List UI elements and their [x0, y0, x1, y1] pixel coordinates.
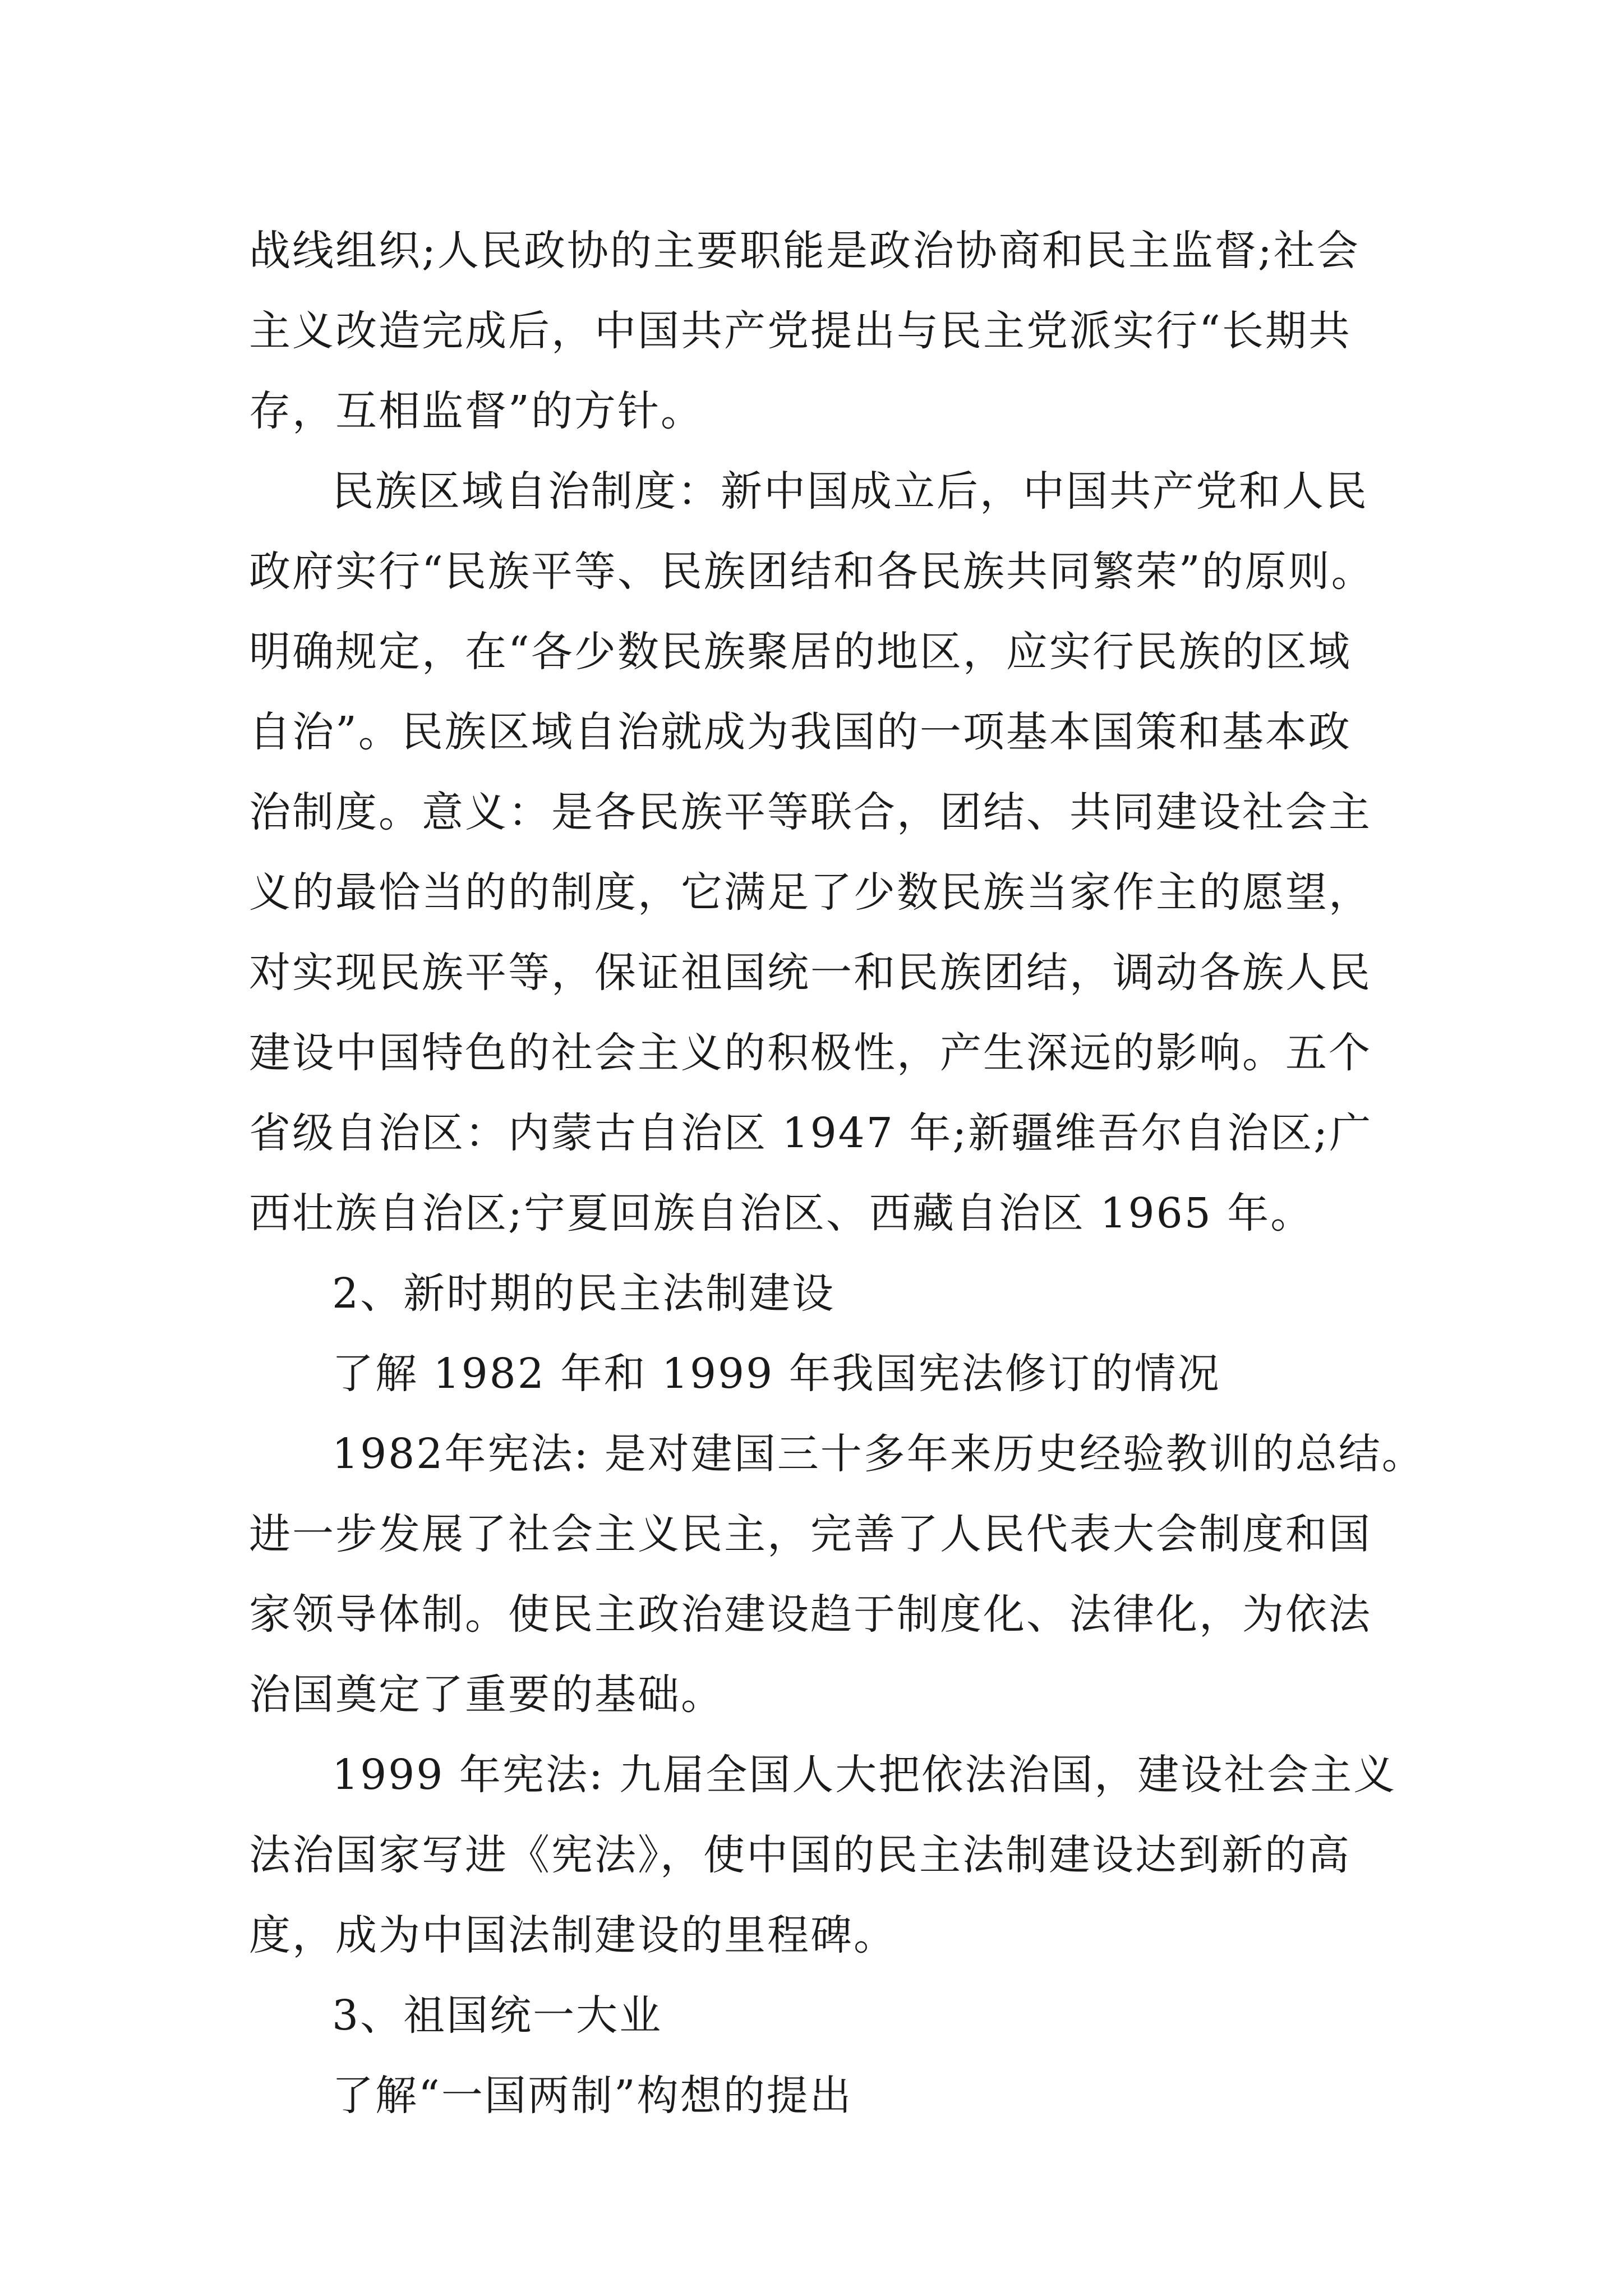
paragraph-one-country-two-systems: [249, 2056, 1399, 2136]
text-line: 建设中国特色的社会主义的积极性，产生深远的影响。五个: [249, 1029, 1372, 1077]
text-line: 1982年宪法: 是对建国三十多年来历史经验教训的总结。: [332, 1430, 1425, 1478]
text-line: 民族区域自治制度：新中国成立后，中国共产党和人民: [332, 467, 1368, 516]
paragraph-united-front: [249, 211, 1399, 452]
text-line: 存，互相监督”的方针。: [249, 387, 704, 435]
text-line: 2、新时期的民主法制建设: [332, 1269, 836, 1318]
text-line: 自治”。民族区域自治就成为我国的一项基本国策和基本政: [249, 708, 1352, 756]
paragraph-constitution-intro: [249, 1334, 1399, 1414]
text-line: 义的最恰当的的制度，它满足了少数民族当家作主的愿望，: [249, 868, 1372, 917]
paragraph-constitution-1999: [249, 1735, 1399, 1976]
text-line: 对实现民族平等，保证祖国统一和民族团结，调动各族人民: [249, 949, 1372, 997]
text-line: 度，成为中国法制建设的里程碑。: [249, 1911, 897, 1959]
text-line: 政府实行“民族平等、民族团结和各民族共同繁荣”的原则。: [249, 547, 1375, 596]
text-line: 省级自治区：内蒙古自治区 1947 年;新疆维吾尔自治区;广: [249, 1109, 1373, 1157]
text-line: 进一步发展了社会主义民主，完善了人民代表大会制度和国: [249, 1510, 1372, 1558]
text-line: 了解“一国两制”构想的提出: [332, 2072, 853, 2120]
text-line: 家领导体制。使民主政治建设趋于制度化、法律化，为依法: [249, 1590, 1372, 1639]
text-line: 明确规定，在“各少数民族聚居的地区，应实行民族的区域: [249, 628, 1352, 676]
text-line: 法治国家写进《宪法》，使中国的民主法制建设达到新的高: [249, 1831, 1351, 1879]
text-line: 3、祖国统一大业: [332, 1991, 663, 2040]
section-heading-legal-construction: [249, 1254, 1399, 1334]
section-heading-reunification: [249, 1976, 1399, 2056]
text-line: 西壮族自治区;宁夏回族自治区、西藏自治区 1965 年。: [249, 1189, 1314, 1237]
text-line: 了解 1982 年和 1999 年我国宪法修订的情况: [332, 1350, 1221, 1398]
text-line: 主义改造完成后，中国共产党提出与民主党派实行“长期共: [249, 307, 1352, 355]
text-line: 治制度。意义：是各民族平等联合，团结、共同建设社会主: [249, 788, 1372, 836]
text-line: 战线组织;人民政协的主要职能是政治协商和民主监督;社会: [249, 227, 1360, 275]
text-line: 治国奠定了重要的基础。: [249, 1671, 724, 1719]
text-line: 1999 年宪法: 九届全国人大把依法治国，建设社会主义: [332, 1751, 1397, 1799]
paragraph-constitution-1982: [249, 1414, 1425, 1735]
paragraph-ethnic-autonomy: [249, 452, 1399, 1254]
document-body: [249, 211, 1425, 2136]
